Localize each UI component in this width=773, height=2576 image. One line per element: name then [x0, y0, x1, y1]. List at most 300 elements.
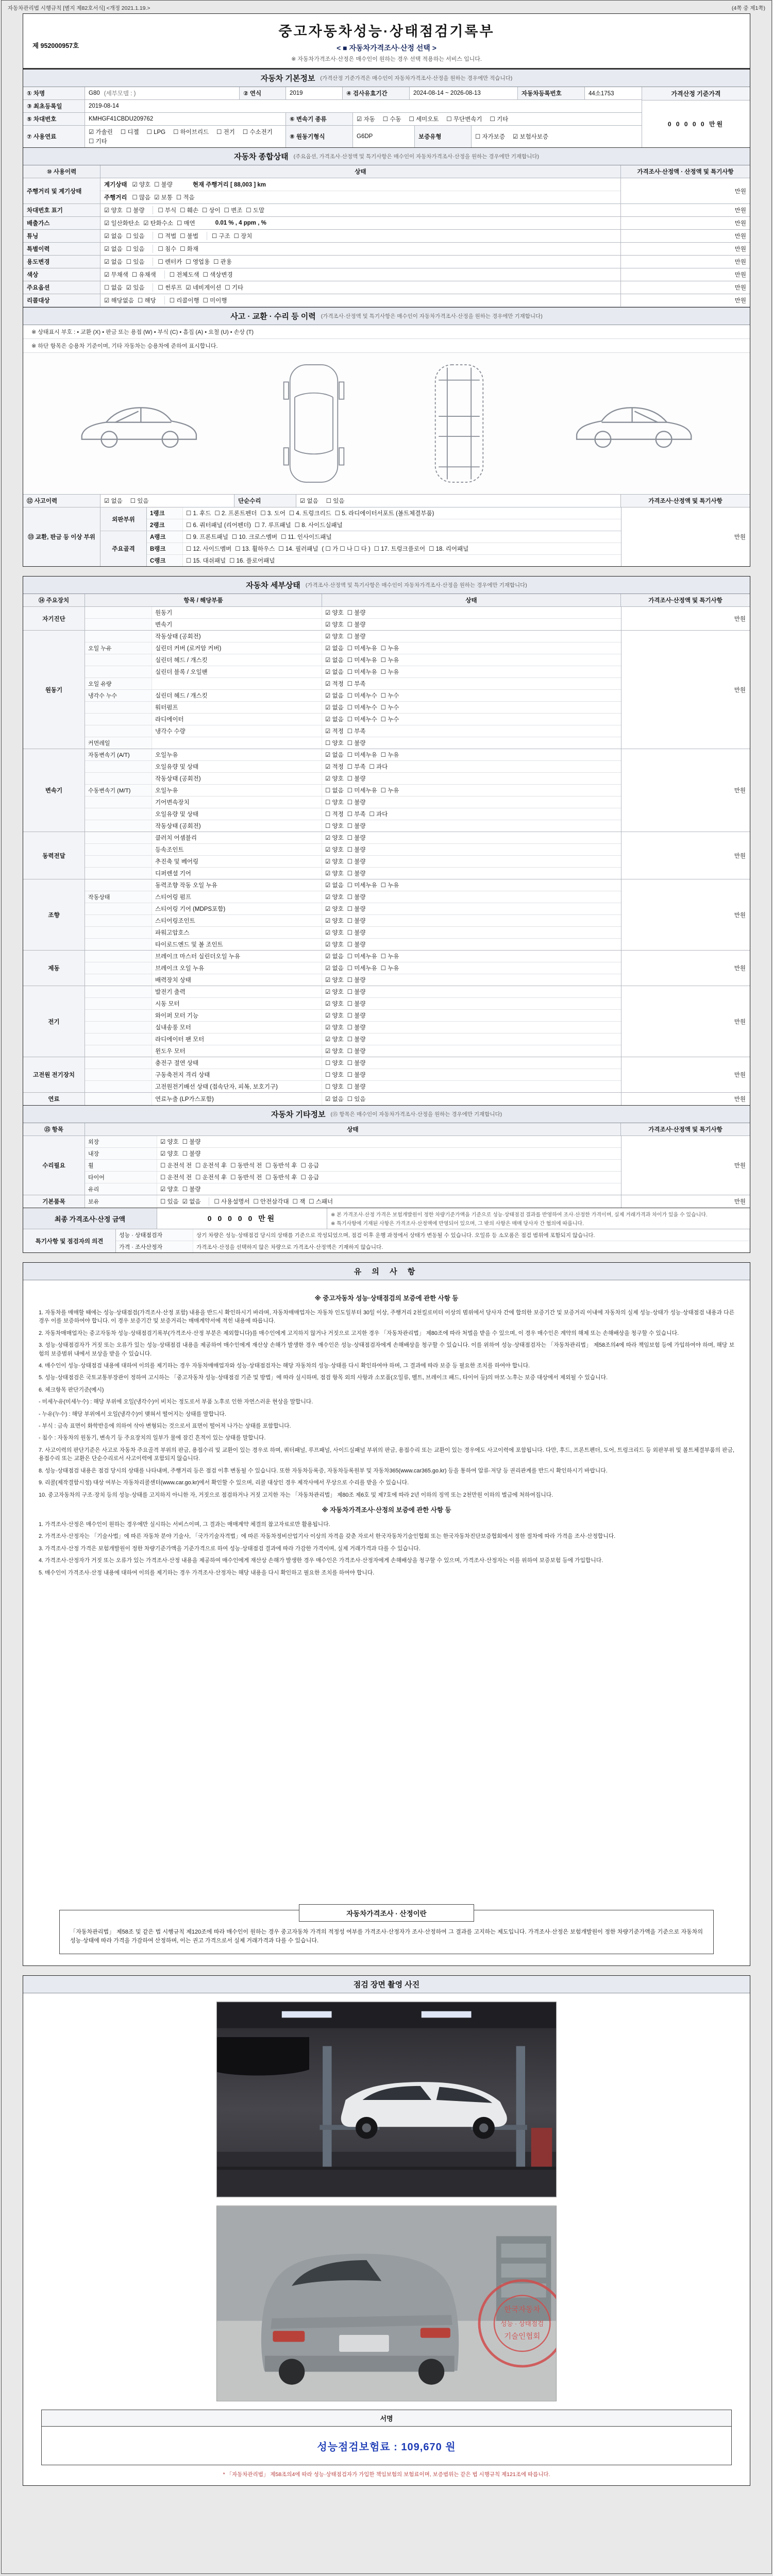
simple-repair-options — [296, 495, 621, 507]
checkbox-option[interactable]: ☐ 불량 — [347, 1060, 366, 1066]
etc-item-name: 휠 — [85, 1160, 157, 1171]
checkbox-option[interactable]: ☑ 없음 — [325, 669, 344, 675]
checkbox-option[interactable]: ☐ 리콜이행 — [169, 298, 199, 304]
checkbox-option[interactable]: ☐ 안전삼각대 — [253, 1199, 289, 1205]
option-group — [104, 232, 153, 240]
checkbox-option[interactable]: ☐ LPG — [146, 129, 166, 135]
checkbox-option[interactable]: ☑ 양호 — [325, 894, 344, 901]
detail-row — [85, 689, 621, 701]
checkbox-option[interactable]: ☑ 없음 — [325, 752, 344, 758]
checkbox-option[interactable]: ☑ 없음 — [325, 705, 344, 711]
checkbox-option[interactable]: ☐ 유채색 — [131, 272, 156, 278]
checkbox-option[interactable]: ☐ 자가보증 — [475, 134, 505, 140]
checkbox-option[interactable]: ☐ 과다 — [369, 811, 388, 818]
checkbox-option[interactable]: ☐ 있음 — [126, 233, 145, 240]
checkbox-option[interactable]: ☐ 8. 사이드실패널 — [294, 522, 343, 529]
detail-group — [23, 986, 750, 1057]
option-group — [325, 940, 374, 948]
checkbox-option[interactable]: ☐ 사용설명서 — [214, 1199, 250, 1205]
checkbox-option[interactable]: ☐ 스패너 — [309, 1199, 333, 1205]
checkbox-option[interactable]: ☐ 부식 — [158, 208, 177, 214]
checkbox-option[interactable]: ☑ 없음 — [325, 883, 344, 889]
checkbox-option[interactable]: ☐ 3. 도어 — [260, 511, 285, 517]
checkbox-option[interactable]: ☐ 장치 — [233, 233, 253, 240]
checkbox-option[interactable]: ☐ 잭 — [292, 1199, 306, 1205]
checkbox-option[interactable]: ☑ 해당없음 — [104, 298, 134, 304]
checkbox-option[interactable]: ☐ 구조 — [211, 233, 230, 240]
overall-row-line — [100, 217, 620, 229]
detail-row — [85, 796, 621, 808]
checkbox-option[interactable]: ☐ 하이브리드 — [173, 129, 209, 135]
overall-row-price: 만원 — [734, 221, 746, 227]
overall-row-label: 주요옵션 — [23, 281, 100, 294]
option-group — [325, 786, 407, 794]
detail-group — [23, 607, 750, 631]
detail-item: 스티어링 기어 (MDPS포함) — [152, 903, 322, 914]
checkbox-option[interactable]: ☑ 없음 — [325, 646, 344, 652]
checkbox-option[interactable]: ☐ 불량 — [347, 1025, 366, 1031]
checkbox-option[interactable]: ☐ 동반석 전 — [230, 1175, 262, 1181]
checkbox-option[interactable]: ☐ 양호 — [325, 800, 344, 806]
etc-group-name: 수리필요 — [23, 1136, 85, 1195]
checkbox-option[interactable]: ☑ 없음 — [104, 259, 123, 265]
checkbox-option[interactable]: ☐ 미세누유 — [347, 752, 377, 758]
checkbox-option[interactable]: ☐ 양호 — [325, 1072, 344, 1078]
checkbox-option[interactable]: ☐ 도말 — [246, 208, 265, 214]
checkbox-option[interactable]: ☐ 불량 — [347, 1001, 366, 1007]
checkbox-option[interactable]: ☐ 미세누수 — [347, 693, 377, 699]
checkbox-option[interactable]: ☐ 4. 트렁크리드 — [289, 511, 331, 517]
checkbox-option[interactable]: ☐ 불량 — [347, 977, 366, 984]
option-group — [158, 283, 251, 292]
detail-item: 파워고압호스 — [152, 927, 322, 938]
checkbox-option[interactable]: ☑ 양호 — [160, 1139, 179, 1145]
checkbox-option[interactable]: ☑ 없음 — [104, 498, 123, 504]
checkbox-option[interactable]: ☑ 없음 — [325, 717, 344, 723]
checkbox-option[interactable]: ☐ 18. 리어패널 — [429, 546, 469, 552]
detail-subcategory — [85, 903, 152, 914]
first-registration-label: ③ 최초등록일 — [23, 100, 85, 112]
checkbox-option[interactable]: ☐ 미세누수 — [347, 705, 377, 711]
checkbox-option[interactable]: ☐ 불량 — [347, 776, 366, 782]
detail-item: 스티어링 펌프 — [152, 891, 322, 903]
car-name-submodel: (세부모델 : ) — [104, 91, 136, 97]
checkbox-option[interactable]: ☑ 양호 — [325, 835, 344, 841]
detail-item: 오일유량 및 상태 — [152, 761, 322, 772]
option-group — [132, 193, 203, 201]
checkbox-option[interactable]: ☐ 미세누유 — [347, 954, 377, 960]
notice-paragraph: - 부식 : 금속 표면이 화학반응에 의하여 삭아 변형되는 것으로서 표면이 떨어져 나가는 상태를 포함합니다. — [39, 1423, 291, 1430]
checkbox-option[interactable]: ☐ 색상변경 — [203, 272, 233, 278]
device-name: 고전원 전기장치 — [23, 1057, 85, 1092]
parts-category-row — [100, 507, 621, 531]
reg-number-label: 자동차등록번호 — [518, 87, 585, 99]
checkbox-option[interactable]: ☐ 16. 플로어패널 — [229, 558, 275, 564]
checkbox-option[interactable]: ☐ 11. 인사이드패널 — [281, 534, 332, 540]
checkbox-option[interactable]: ☐ 미세누유 — [347, 965, 377, 972]
checkbox-option[interactable]: ☐ 누유 — [380, 788, 399, 794]
checkbox-option[interactable]: ☐ 수소전기 — [242, 129, 273, 135]
checkbox-option[interactable]: ☑ 없음 — [325, 954, 344, 960]
checkbox-option[interactable]: ☐ 누유 — [380, 965, 399, 972]
checkbox-option[interactable]: ☐ 누유 — [380, 657, 399, 664]
exchange-parts-table — [23, 507, 750, 566]
price-base-value: 0 0 0 0 0 만원 — [667, 121, 725, 128]
checkbox-option[interactable]: ☐ 과다 — [369, 764, 388, 770]
checkbox-option[interactable]: ☑ 양호 — [325, 1001, 344, 1007]
signature-title: 서명 — [42, 2410, 731, 2427]
checkbox-option[interactable]: ☐ 누수 — [380, 717, 399, 723]
detail-row — [85, 1045, 621, 1057]
checkbox-option[interactable]: ☐ 적법 — [158, 233, 177, 240]
checkbox-option[interactable]: ☐ 17. 트렁크플로어 — [374, 546, 426, 552]
car-top-view-diagram — [275, 359, 352, 488]
detail-row — [85, 1069, 621, 1080]
checkbox-option[interactable]: ☐ 운전석 전 — [160, 1163, 192, 1169]
section-etc-info — [23, 1105, 750, 1208]
detail-item: 윈도우 모터 — [152, 1045, 322, 1057]
checkbox-option[interactable]: ☐ 세미오토 — [409, 116, 439, 123]
detail-subcategory — [85, 915, 152, 926]
device-name: 조향 — [23, 879, 85, 950]
checkbox-option[interactable]: ☐ 수동 — [382, 116, 401, 123]
checkbox-option[interactable]: ☐ 동반석 후 — [265, 1163, 297, 1169]
checkbox-option[interactable]: ☑ 양호 — [325, 634, 344, 640]
detail-row — [85, 784, 621, 796]
checkbox-option[interactable]: ☐ 불량 — [347, 1084, 366, 1090]
checkbox-option[interactable]: ☑ 양호 — [325, 610, 344, 616]
col-price: 가격조사·산정액 · 산정액 및 특기사항 — [621, 165, 750, 178]
checkbox-option[interactable]: ☑ 양호 — [325, 1013, 344, 1019]
checkbox-option[interactable]: ☐ 있음 — [130, 498, 149, 504]
checkbox-option[interactable]: ☑ 일산화탄소 — [104, 221, 140, 227]
checkbox-option[interactable]: ☑ 보통 — [154, 195, 173, 201]
checkbox-option[interactable]: ☐ 양호 — [325, 1060, 344, 1066]
checkbox-option[interactable]: ☐ 양호 — [325, 823, 344, 829]
checkbox-option[interactable]: ☐ 미세누유 — [347, 669, 377, 675]
overall-row-label: 튜닝 — [23, 230, 100, 242]
checkbox-option[interactable]: ☐ 12. 사이드멤버 — [186, 546, 232, 552]
checkbox-option[interactable]: ☐ 동반석 전 — [230, 1163, 262, 1169]
checkbox-option[interactable]: ☑ 양호 — [325, 930, 344, 936]
checkbox-option[interactable]: ☑ 양호 — [325, 1025, 344, 1031]
checkbox-option[interactable]: ☐ 7. 루프패널 — [255, 522, 291, 529]
checkbox-option[interactable]: ☐ 없음 — [325, 788, 344, 794]
option-group — [325, 680, 374, 688]
checkbox-option[interactable]: ☐ 미세누유 — [347, 657, 377, 664]
checkbox-option[interactable]: ☐ 미세누유 — [347, 646, 377, 652]
checkbox-option[interactable]: ☐ 불량 — [347, 1048, 366, 1055]
checkbox-option[interactable]: ☑ 양호 — [325, 859, 344, 865]
checkbox-option[interactable]: ☑ 무채색 — [104, 272, 128, 278]
overall-row-label: 차대번호 표기 — [23, 204, 100, 216]
parts-rank-row — [147, 554, 621, 566]
option-group — [104, 206, 153, 214]
checkbox-option[interactable]: ☐ 기타 — [225, 285, 244, 291]
checkbox-option[interactable]: ☐ 영업용 — [186, 259, 210, 265]
checkbox-option[interactable]: ☐ 부족 — [347, 811, 366, 818]
checkbox-option[interactable]: ☐ 적정 — [325, 811, 344, 818]
checkbox-option[interactable]: ☐ 불량 — [182, 1139, 201, 1145]
checkbox-option[interactable]: ☐ 양호 — [325, 740, 344, 747]
etc-item-name: 유리 — [85, 1183, 157, 1195]
checkbox-option[interactable]: ☐ 불량 — [347, 894, 366, 901]
notice-paragraph: 2. 자동차매매업자는 중고자동차 성능·상태점검기록부(가격조사·산정 부분은 제외합니다)를 매수인에게 고지하지 않거나 거짓으로 고지한 경우 「자동차관리법」 제80조에 따라 처벌을 받을 수 있으며, 이 경우 매수인은 계약의 해제 또는 손해배상을 청구할 수 있습니다. — [39, 1330, 679, 1336]
checkbox-option[interactable]: ☐ 미세누수 — [347, 717, 377, 723]
checkbox-option[interactable]: ☐ 디젤 — [120, 129, 139, 135]
detail-row — [85, 1093, 621, 1105]
checkbox-option[interactable]: ☐ 응급 — [300, 1175, 320, 1181]
checkbox-option[interactable]: ☐ 불량 — [126, 208, 145, 214]
checkbox-option[interactable]: ☐ 있음 — [326, 498, 345, 504]
checkbox-option[interactable]: ☑ 양호 — [325, 1037, 344, 1043]
option-group — [325, 1082, 374, 1091]
checkbox-option[interactable]: ☐ 기타 — [490, 116, 509, 123]
checkbox-option[interactable]: ☑ 없음 — [182, 1199, 201, 1205]
checkbox-option[interactable]: ☐ 5. 라디에이터서포트 (볼트체결부품) — [334, 511, 434, 517]
checkbox-option[interactable]: ☑ 탄화수소 — [143, 221, 174, 227]
checkbox-option[interactable]: ☐ 누유 — [380, 669, 399, 675]
checkbox-option[interactable]: ☐ 누수 — [380, 705, 399, 711]
checkbox-option[interactable]: ☐ 불량 — [347, 859, 366, 865]
checkbox-option[interactable]: ☐ 불량 — [347, 1072, 366, 1078]
vin-value: KMHGF41CBDU209762 — [85, 113, 286, 125]
checkbox-option[interactable]: ☑ 없음 — [325, 965, 344, 972]
checkbox-option[interactable]: ☐ 10. 크로스멤버 — [231, 534, 278, 540]
checkbox-option[interactable]: ☐ 화재 — [180, 246, 198, 252]
opinion-text: 상기 차량은 성능·상태점검 당시의 상태를 기준으로 작성되었으며, 점검 이후 운행 과정에서 상태가 변동될 수 있습니다. 오일류 등 소모품은 점검 범위에 포함되지 않습니다. — [193, 1229, 750, 1241]
checkbox-option[interactable]: ☐ 부족 — [347, 681, 366, 687]
checkbox-option[interactable]: ☐ 침수 — [158, 246, 177, 252]
notice-paragraph: 2. 가격조사·산정자는 「기술사법」에 따른 자동차 분야 기술사, 「국가기술자격법」에 따른 자동차정비산업기사 이상의 자격을 갖춘 자로서 한국자동차기술인협회 또는 한국자동차진단보증협회에서 정한 절차에 따라 가격을 조사·산정합니다. — [39, 1533, 616, 1540]
option-group — [104, 219, 204, 227]
detail-subcategory — [85, 796, 152, 808]
checkbox-option[interactable]: ☐ 관용 — [213, 259, 232, 265]
overall-row — [23, 243, 750, 256]
checkbox-option[interactable]: ☑ 적정 — [325, 764, 344, 770]
checkbox-option[interactable]: ☑ 적정 — [325, 728, 344, 735]
etc-item-name: 타이어 — [85, 1172, 157, 1183]
checkbox-option[interactable]: ☐ 무단변속기 — [446, 116, 482, 123]
checkbox-option[interactable]: ☑ 양호 — [325, 942, 344, 948]
group-price: 만원 — [621, 749, 750, 832]
detail-subcategory — [85, 856, 152, 867]
checkbox-option[interactable]: ☐ 불량 — [347, 823, 366, 829]
checkbox-option[interactable]: ☐ 불량 — [347, 942, 366, 948]
checkbox-option[interactable]: ☐ 불량 — [347, 634, 366, 640]
checkbox-option[interactable]: ☐ 미이행 — [203, 298, 227, 304]
detail-group — [23, 879, 750, 951]
checkbox-option[interactable]: ☑ 양호 — [325, 847, 344, 853]
checkbox-option[interactable]: ☑ 있음 — [126, 285, 145, 291]
checkbox-option[interactable]: ☐ 전체도색 — [169, 272, 199, 278]
detail-item: 작동상태 (공회전) — [152, 773, 322, 784]
checkbox-option[interactable]: ☑ 없음 — [300, 498, 318, 504]
checkbox-option[interactable]: ☑ 네비게이션 — [186, 285, 222, 291]
checkbox-option[interactable]: ☑ 양호 — [325, 989, 344, 995]
checkbox-option[interactable]: ☐ 6. 쿼터패널 (리어펜더) — [186, 522, 251, 529]
checkbox-option[interactable]: ☐ 불량 — [347, 1037, 366, 1043]
detail-row — [85, 997, 621, 1009]
overall-row-label: 용도변경 — [23, 256, 100, 268]
checkbox-option[interactable]: ☐ 누유 — [380, 646, 399, 652]
checkbox-option[interactable]: ☑ 양호 — [325, 871, 344, 877]
checkbox-option[interactable]: ☑ 자동 — [357, 116, 375, 123]
checkbox-option[interactable]: ☑ 없음 — [325, 657, 344, 664]
checkbox-option[interactable]: ☐ 훼손 — [180, 208, 198, 214]
checkbox-option[interactable]: ☑ 가솔린 — [89, 129, 113, 135]
checkbox-option[interactable]: ( ☐ 가 ☐ 나 ☐ 다 ) — [322, 546, 371, 552]
checkbox-option[interactable]: ☐ 미세누유 — [347, 883, 377, 889]
checkbox-option[interactable]: ☐ 있음 — [160, 1199, 179, 1205]
detail-subcategory — [85, 879, 152, 891]
detail-item: 배력장치 상태 — [152, 974, 322, 986]
checkbox-option[interactable]: ☐ 불량 — [182, 1151, 201, 1157]
checkbox-option[interactable]: ☐ 불량 — [347, 930, 366, 936]
checkbox-option[interactable]: ☑ 양호 — [325, 918, 344, 924]
checkbox-option[interactable]: ☐ 불량 — [347, 610, 366, 616]
final-price-notes — [327, 1208, 750, 1229]
parts-category-row — [100, 531, 621, 566]
price-base-box — [642, 87, 750, 147]
detail-row — [85, 938, 621, 950]
checkbox-option[interactable]: ☐ 불법 — [180, 233, 198, 240]
checkbox-option[interactable]: ☐ 불량 — [347, 1013, 366, 1019]
checkbox-option[interactable]: ☑ 양호 — [132, 182, 151, 188]
warranty-options — [472, 126, 642, 147]
checkbox-option[interactable]: ☐ 불량 — [182, 1187, 201, 1193]
checkbox-option[interactable]: ☑ 없음 — [104, 233, 123, 240]
checkbox-option[interactable]: ☐ 있음 — [126, 246, 145, 252]
checkbox-option[interactable]: ☑ 양호 — [104, 208, 123, 214]
checkbox-option[interactable]: ☐ 미세누유 — [347, 788, 377, 794]
checkbox-option[interactable]: ☑ 없음 — [104, 246, 123, 252]
checkbox-option[interactable]: ☑ 양호 — [325, 977, 344, 984]
checkbox-option[interactable]: ☐ 불량 — [347, 800, 366, 806]
checkbox-option[interactable]: ☐ 불량 — [347, 918, 366, 924]
checkbox-option[interactable]: ☐ 누유 — [380, 883, 399, 889]
checkbox-option[interactable]: ☐ 부족 — [347, 764, 366, 770]
car-underbody-diagram — [421, 359, 498, 488]
overall-row-price: 만원 — [734, 188, 746, 195]
state-code-legend: ※ 상태표시 부호 : • 교환 (X) • 판금 또는 용접 (W) • 부식 (C) • 흠집 (A) • 요철 (U) • 손상 (T) — [23, 325, 750, 339]
checkbox-option[interactable]: ☐ 불량 — [347, 989, 366, 995]
checkbox-option[interactable]: ☐ 해당 — [137, 298, 156, 304]
checkbox-option[interactable]: ☑ 양호 — [325, 1048, 344, 1055]
checkbox-option[interactable]: ☐ 불량 — [347, 871, 366, 877]
detail-item: 기어변속장치 — [152, 796, 322, 808]
checkbox-option[interactable]: ☑ 보험사보증 — [512, 134, 549, 140]
final-note-line: ※ 본 가격조사·산정 가격은 보험개발원이 정한 차량기준가액을 기준으로 성능·상태점검 결과를 반영하여 조사·산정한 가격이며, 실제 거래가격과 차이가 있을 수 있습니다. — [331, 1212, 708, 1218]
etc-group-name: 기본품목 — [23, 1195, 85, 1208]
checkbox-option[interactable]: ☐ 14. 필러패널 — [278, 546, 318, 552]
checkbox-option[interactable]: ☐ 불량 — [347, 622, 366, 628]
checkbox-option[interactable]: ☐ 운전석 후 — [195, 1163, 227, 1169]
checkbox-option[interactable]: ☐ 변조 — [224, 208, 243, 214]
checkbox-option[interactable]: ☐ 매연 — [177, 221, 195, 227]
checkbox-option[interactable]: ☐ 9. 프론트패널 — [186, 534, 228, 540]
checkbox-option[interactable]: ☐ 썬루프 — [158, 285, 182, 291]
checkbox-option[interactable]: ☐ 불량 — [347, 740, 366, 747]
checkbox-option[interactable]: ☐ 운전석 후 — [195, 1175, 227, 1181]
checkbox-option[interactable]: ☐ 상이 — [201, 208, 221, 214]
checkbox-option[interactable]: ☐ 동반석 후 — [265, 1175, 297, 1181]
checkbox-option[interactable]: ☐ 불량 — [347, 906, 366, 912]
checkbox-option[interactable]: ☐ 적음 — [176, 195, 195, 201]
document-header — [23, 14, 750, 69]
option-group — [158, 232, 207, 240]
checkbox-option[interactable]: ☐ 불량 — [154, 182, 173, 188]
checkbox-option[interactable]: ☐ 양호 — [325, 1084, 344, 1090]
checkbox-option[interactable]: ☐ 누수 — [380, 693, 399, 699]
checkbox-option[interactable]: ☐ 누유 — [380, 752, 399, 758]
checkbox-option[interactable]: ☐ 없음 — [104, 285, 123, 291]
checkbox-option[interactable]: ☐ 기타 — [89, 139, 107, 145]
checkbox-option[interactable]: ☐ 응급 — [300, 1163, 320, 1169]
detail-subcategory — [85, 619, 152, 630]
detail-item — [152, 678, 322, 689]
detail-subcategory — [85, 808, 152, 820]
checkbox-option[interactable]: ☐ 있음 — [126, 259, 145, 265]
overall-row-price: 만원 — [734, 246, 746, 252]
checkbox-option[interactable]: ☐ 2. 프론트펜더 — [214, 511, 257, 517]
checkbox-option[interactable]: ☑ 적정 — [325, 681, 344, 687]
overall-row-label: 리콜대상 — [23, 294, 100, 307]
checkbox-option[interactable]: ☑ 양호 — [325, 776, 344, 782]
checkbox-option[interactable]: ☐ 운전석 전 — [160, 1175, 192, 1181]
checkbox-option[interactable]: ☑ 없음 — [325, 1096, 344, 1103]
etc-item-name: 외장 — [85, 1136, 157, 1147]
checkbox-option[interactable]: ☐ 불량 — [347, 835, 366, 841]
vin-label: ⑤ 차대번호 — [23, 113, 85, 125]
checkbox-option[interactable]: ☐ 있음 — [347, 1096, 366, 1103]
checkbox-option[interactable]: ☑ 양호 — [325, 906, 344, 912]
group-price: 만원 — [621, 607, 750, 630]
car-side-left-diagram — [73, 393, 207, 454]
document-subnote: ※ 자동차가격조사·산정은 매수인이 원하는 경우 선택 적용하는 서비스 입니다. — [291, 56, 482, 62]
checkbox-option[interactable]: ☐ 1. 후드 — [186, 511, 211, 517]
overall-row — [23, 217, 750, 230]
final-price-row — [23, 1208, 750, 1229]
detail-item: 실린더 커버 (로커암 커버) — [152, 642, 322, 654]
detail-item: 고전원전기배선 상태 (접속단자, 피복, 보호기구) — [152, 1081, 322, 1092]
checkbox-option[interactable]: ☐ 많음 — [132, 195, 151, 201]
detail-row — [85, 737, 621, 749]
checkbox-option[interactable]: ☑ 양호 — [325, 622, 344, 628]
checkbox-option[interactable]: ☐ 부족 — [347, 728, 366, 735]
detail-row — [85, 1021, 621, 1033]
checkbox-option[interactable]: ☐ 전기 — [216, 129, 235, 135]
checkbox-option[interactable]: ☐ 누유 — [380, 954, 399, 960]
definition-title: 자동차가격조사 · 산정이란 — [299, 1904, 474, 1922]
checkbox-option[interactable]: ☐ 불량 — [347, 847, 366, 853]
notice-paragraph: 5. 성능·상태점검은 국토교통부장관이 정하여 고시하는 「중고자동차 성능·상태점검 기준 및 방법」에 따라 실시하며, 점검 항목 외의 사항과 소모품(오일류, 벨트, 브레이크 패드, 타이어 등)의 마모·노후는 보증 대상에서 제외될 수 있습니다. — [39, 1375, 608, 1381]
checkbox-option[interactable]: ☐ 15. 대쉬패널 — [186, 558, 226, 564]
detail-subcategory — [85, 844, 152, 855]
checkbox-option[interactable]: ☐ 렌터카 — [158, 259, 182, 265]
signature-box[interactable] — [41, 2410, 732, 2465]
checkbox-option[interactable]: ☐ 13. 휠하우스 — [235, 546, 275, 552]
detail-subcategory: 수동변속기 (M/T) — [85, 785, 152, 796]
checkbox-option[interactable]: ☑ 없음 — [325, 693, 344, 699]
etc-item-name: 내장 — [85, 1148, 157, 1159]
checkbox-option[interactable]: ☑ 양호 — [160, 1187, 179, 1193]
checkbox-option[interactable]: ☑ 양호 — [160, 1151, 179, 1157]
detail-subcategory — [85, 631, 152, 642]
option-group — [132, 180, 180, 189]
detail-subcategory — [85, 1033, 152, 1045]
detail-subcategory — [85, 654, 152, 666]
